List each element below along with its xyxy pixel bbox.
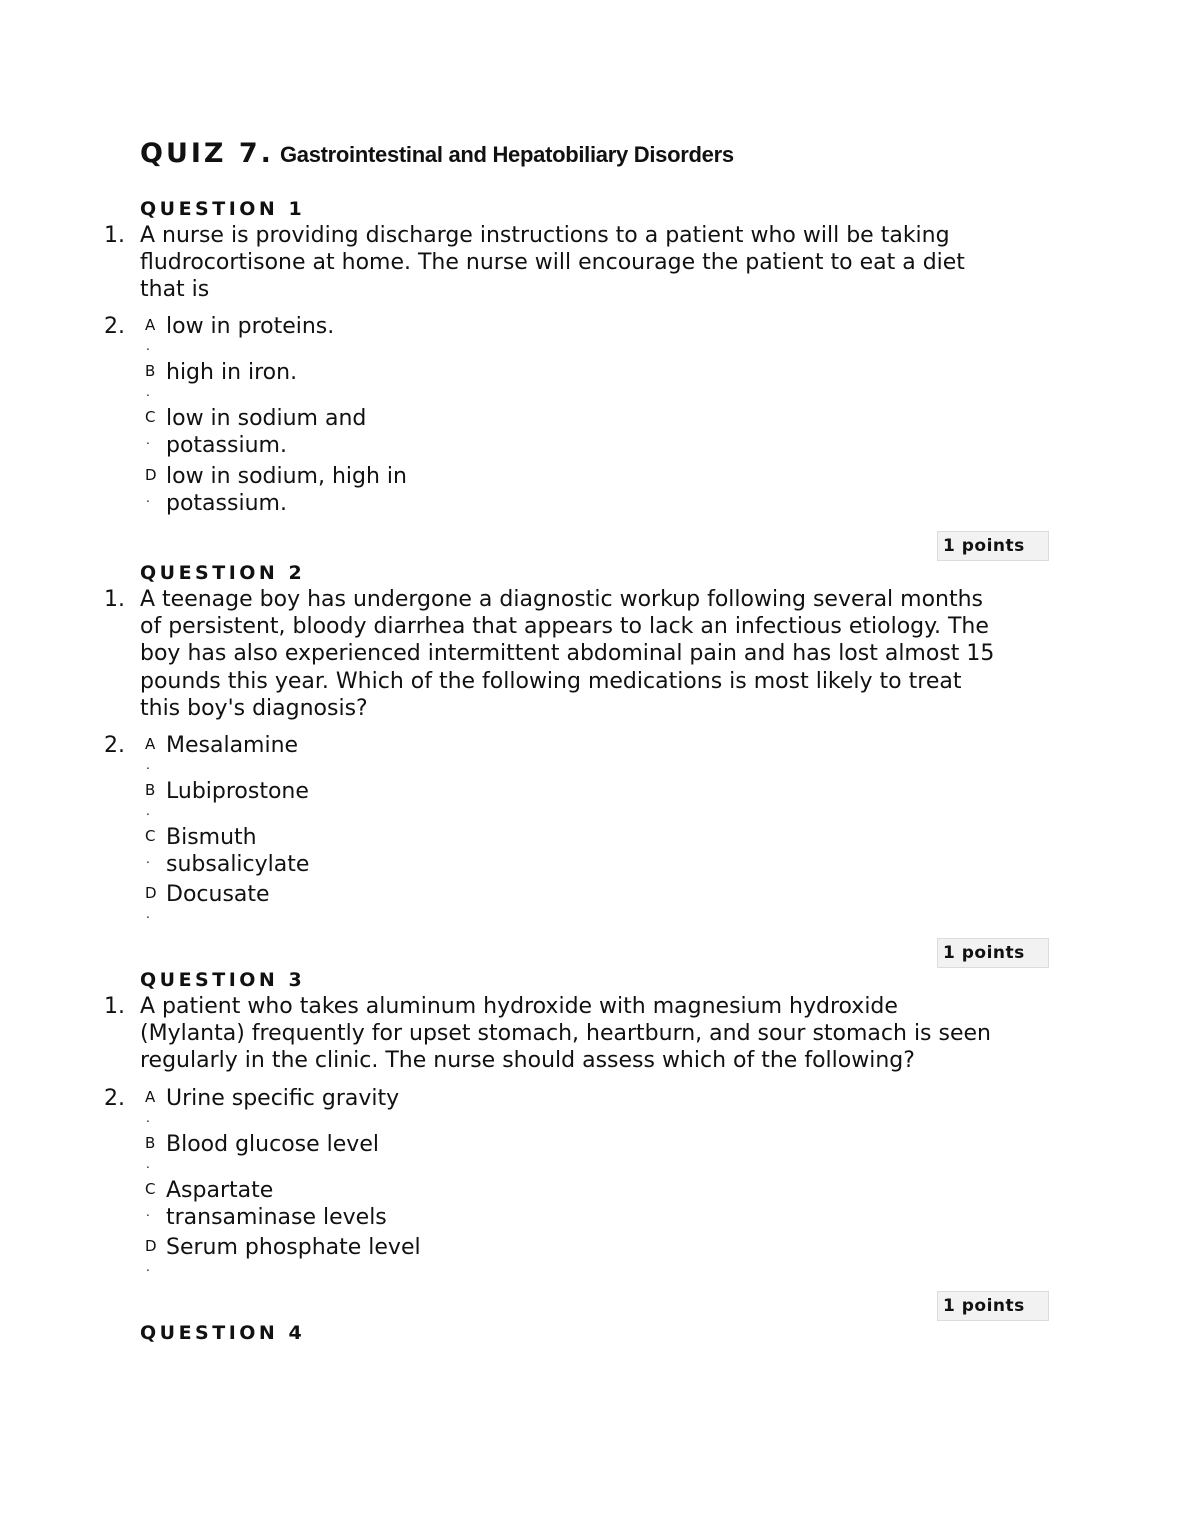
option-letter: A — [145, 1088, 156, 1106]
stem-line: A patient who takes aluminum hydroxide with magnesium hydroxide — [140, 994, 898, 1019]
question-1-stem-number: 1. — [104, 223, 125, 248]
stem-line: boy has also experienced intermittent abdominal pain and has lost almost 15 — [140, 641, 995, 667]
option-dot: . — [146, 758, 150, 772]
option-letter: A — [145, 735, 156, 753]
option-letter: B — [145, 781, 156, 799]
option-letter: B — [145, 362, 156, 380]
question-1-stem — [140, 222, 1060, 304]
question-3-heading: QUESTION 3 — [140, 969, 306, 991]
option-text: transaminase levels — [166, 1205, 387, 1230]
option-text: subsalicylate — [166, 852, 310, 877]
option-letter: B — [145, 1134, 156, 1152]
option-letter: C — [145, 408, 156, 426]
option-letter: D — [145, 466, 157, 484]
question-3-stem-number: 1. — [104, 994, 125, 1019]
question-1-points-badge: 1 points — [937, 531, 1049, 561]
option-text: Bismuth — [166, 825, 257, 850]
option-dot: . — [146, 852, 150, 866]
option-dot: . — [146, 804, 150, 818]
quiz-subtitle: Gastrointestinal and Hepatobiliary Disorders — [279, 142, 734, 167]
quiz-number: QUIZ 7. — [140, 138, 274, 169]
option-text: low in sodium, high in — [166, 464, 407, 489]
option-text: potassium. — [166, 433, 287, 458]
option-dot: . — [146, 433, 150, 447]
option-text: low in sodium and — [166, 406, 367, 431]
question-3-points-badge: 1 points — [937, 1291, 1049, 1321]
option-dot: . — [146, 1157, 150, 1171]
stem-line: A nurse is providing discharge instructions to a patient who will be taking — [140, 223, 950, 248]
question-3-options-number: 2. — [104, 1086, 125, 1111]
stem-line: that is — [140, 277, 210, 303]
question-3-stem — [140, 993, 1060, 1075]
option-text: Lubiprostone — [166, 779, 309, 804]
option-text: high in iron. — [166, 360, 298, 385]
option-letter: D — [145, 884, 157, 902]
option-letter: C — [145, 1180, 156, 1198]
option-letter: D — [145, 1237, 157, 1255]
option-text: potassium. — [166, 491, 287, 516]
question-4-heading: QUESTION 4 — [140, 1322, 306, 1344]
option-text: Mesalamine — [166, 733, 299, 758]
stem-line: regularly in the clinic. The nurse should assess which of the following? — [140, 1048, 915, 1074]
question-2-heading: QUESTION 2 — [140, 562, 306, 584]
option-letter: C — [145, 827, 156, 845]
option-dot: . — [146, 385, 150, 399]
option-text: Serum phosphate level — [166, 1235, 421, 1260]
option-text: low in proteins. — [166, 314, 335, 339]
stem-line: A teenage boy has undergone a diagnostic workup following several months — [140, 587, 984, 612]
question-2-stem-number: 1. — [104, 587, 125, 612]
option-text: Blood glucose level — [166, 1132, 379, 1157]
option-dot: . — [146, 1111, 150, 1125]
stem-line: of persistent, bloody diarrhea that appears to lack an infectious etiology. The — [140, 614, 989, 640]
question-1-heading: QUESTION 1 — [140, 198, 306, 220]
question-2-points-badge: 1 points — [937, 938, 1049, 968]
option-text: Aspartate — [166, 1178, 274, 1203]
option-text: Docusate — [166, 882, 270, 907]
option-dot: . — [146, 1260, 150, 1274]
question-1-options-number: 2. — [104, 314, 125, 339]
question-2-stem — [140, 586, 1060, 722]
page-title — [140, 138, 734, 169]
stem-line: pounds this year. Which of the following medications is most likely to treat — [140, 668, 962, 694]
option-dot: . — [146, 1205, 150, 1219]
stem-line: fludrocortisone at home. The nurse will encourage the patient to eat a diet — [140, 250, 965, 276]
stem-line: (Mylanta) frequently for upset stomach, heartburn, and sour stomach is seen — [140, 1021, 991, 1047]
option-dot: . — [146, 491, 150, 505]
option-dot: . — [146, 339, 150, 353]
stem-line: this boy's diagnosis? — [140, 695, 368, 721]
option-letter: A — [145, 316, 156, 334]
option-dot: . — [146, 907, 150, 921]
option-text: Urine specific gravity — [166, 1086, 400, 1111]
question-2-options-number: 2. — [104, 733, 125, 758]
